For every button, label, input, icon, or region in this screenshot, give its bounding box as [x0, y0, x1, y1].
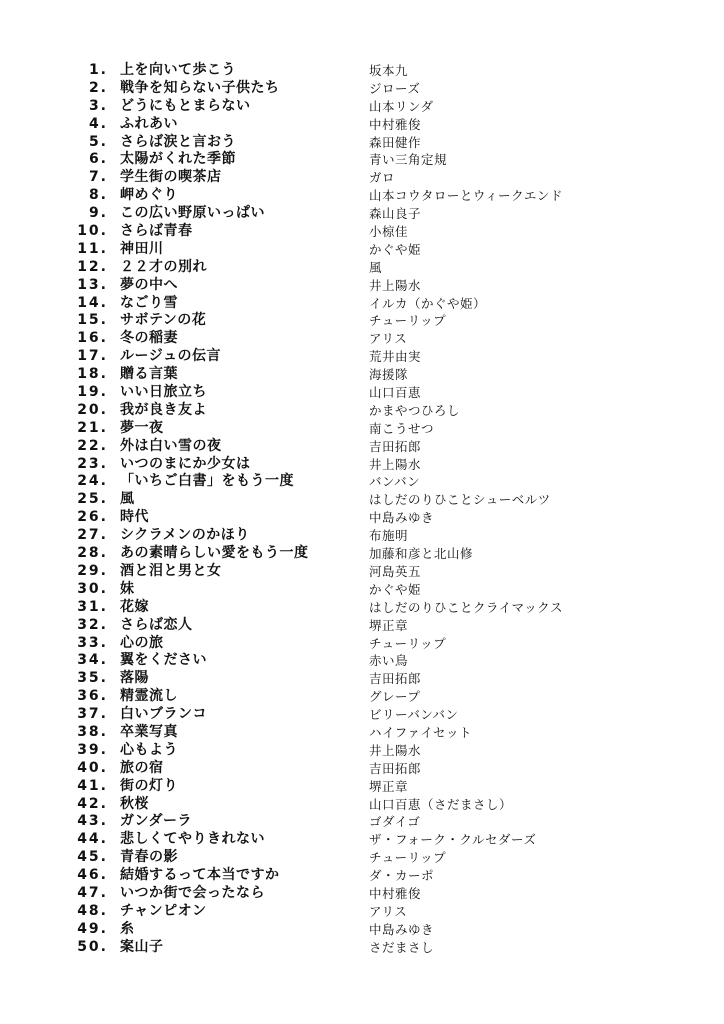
song-artist: ジローズ — [369, 80, 421, 96]
song-number: 10. — [77, 223, 108, 240]
song-number: 37. — [77, 706, 108, 723]
song-artist: ハイファイセット — [369, 724, 473, 740]
song-row — [0, 527, 724, 545]
song-artist: かぐや姫 — [369, 241, 422, 257]
song-artist: ガロ — [369, 170, 396, 186]
song-row — [0, 312, 724, 330]
song-title: さらば涙と言おう — [120, 133, 236, 150]
song-artist: さだまさし — [369, 939, 435, 955]
song-title: 精霊流し — [120, 688, 178, 705]
song-title: 上を向いて歩こう — [120, 62, 236, 78]
song-title: 落陽 — [120, 670, 149, 687]
song-title: 学生街の喫茶店 — [120, 169, 222, 186]
song-number: 26. — [77, 509, 108, 526]
song-title: 時代 — [120, 509, 149, 526]
song-number: 41. — [77, 777, 108, 794]
song-row — [0, 706, 724, 724]
song-title: 糸 — [120, 920, 135, 937]
song-artist: チューリップ — [369, 850, 447, 866]
song-title: いつのまにか少女は — [120, 455, 251, 472]
song-artist: かぐや姫 — [369, 581, 422, 597]
song-number: 21. — [77, 419, 108, 436]
song-title: 秋桜 — [120, 795, 149, 812]
song-row — [0, 348, 724, 366]
song-artist: ダ・カーポ — [369, 868, 435, 884]
song-title: シクラメンのかほり — [120, 527, 250, 544]
song-row — [0, 259, 724, 277]
song-number: 16. — [77, 330, 108, 347]
song-row — [0, 760, 724, 778]
song-artist: 森田健作 — [369, 134, 422, 150]
song-number: 17. — [77, 348, 108, 365]
song-number: 30. — [77, 580, 108, 597]
song-artist: かまやつひろし — [369, 402, 461, 418]
song-artist: 山口百恵（さだまさし） — [369, 796, 513, 812]
song-row — [0, 545, 724, 563]
song-title: いい日旅立ち — [120, 384, 207, 401]
song-number: 23. — [77, 455, 108, 472]
song-artist: 井上陽水 — [369, 742, 422, 758]
song-row — [0, 903, 724, 921]
song-title: 街の灯り — [120, 777, 178, 794]
song-number: 20. — [77, 401, 108, 418]
song-row — [0, 438, 724, 456]
song-artist: 吉田拓郎 — [369, 438, 422, 454]
song-title: 結婚するって本当ですか — [120, 867, 280, 884]
song-number: 18. — [77, 366, 108, 383]
song-title: 戦争を知らない子供たち — [120, 79, 280, 96]
song-artist: 井上陽水 — [369, 456, 422, 472]
song-title: ルージュの伝言 — [120, 348, 221, 365]
song-number: 31. — [77, 598, 108, 615]
song-title: この広い野原いっぱい — [120, 205, 265, 222]
song-artist: はしだのりひことシューベルツ — [369, 492, 551, 508]
song-artist: チューリップ — [369, 635, 447, 651]
song-row — [0, 939, 724, 957]
song-number: 34. — [77, 652, 108, 669]
song-artist: 河島英五 — [369, 563, 422, 579]
song-number: 45. — [77, 849, 108, 866]
song-number: 5. — [88, 133, 108, 150]
song-number: 43. — [77, 813, 108, 830]
song-artist: 坂本九 — [369, 63, 409, 78]
song-number: 32. — [77, 616, 108, 633]
song-artist: 中村雅俊 — [369, 885, 422, 901]
song-title: ２２才の別れ — [120, 258, 207, 275]
song-artist: 青い三角定規 — [369, 152, 448, 168]
song-title: どうにもとまらない — [120, 97, 251, 114]
song-number: 6. — [88, 151, 108, 168]
song-row — [0, 635, 724, 653]
song-artist: 風 — [369, 259, 383, 275]
song-row — [0, 599, 724, 617]
song-title: 心もよう — [120, 741, 178, 758]
song-artist: 中島みゆき — [369, 510, 435, 526]
song-row — [0, 456, 724, 474]
song-number: 15. — [77, 312, 108, 329]
song-list — [0, 62, 724, 957]
song-number: 22. — [77, 437, 108, 454]
song-row — [0, 295, 724, 313]
song-number: 42. — [77, 795, 108, 812]
song-number: 46. — [77, 867, 108, 884]
song-artist: 山本コウタローとウィークエンド — [369, 188, 563, 204]
song-number: 36. — [77, 688, 108, 705]
song-number: 13. — [77, 276, 108, 293]
song-row — [0, 617, 724, 635]
song-number: 8. — [88, 187, 108, 204]
song-artist: 堺正章 — [369, 617, 409, 633]
song-title: 悲しくてやりきれない — [120, 831, 265, 848]
song-row — [0, 831, 724, 849]
song-row — [0, 116, 724, 134]
song-title: 夢一夜 — [120, 419, 164, 436]
song-row — [0, 885, 724, 903]
song-title: 心の旅 — [120, 634, 164, 651]
song-row — [0, 277, 724, 295]
song-artist: イルカ（かぐや姫） — [369, 295, 487, 311]
song-title: 酒と泪と男と女 — [120, 562, 222, 579]
song-number: 50. — [77, 938, 108, 955]
song-artist: 南こうせつ — [369, 420, 435, 436]
song-artist: 布施明 — [369, 528, 409, 544]
song-title: 旅の宿 — [120, 759, 164, 776]
song-number: 33. — [77, 634, 108, 651]
song-number: 27. — [77, 527, 108, 544]
song-artist: 海援隊 — [369, 367, 409, 383]
song-artist: 井上陽水 — [369, 277, 422, 293]
song-artist: 荒井由実 — [369, 349, 422, 365]
song-title: 卒業写真 — [120, 723, 178, 740]
song-number: 19. — [77, 384, 108, 401]
song-title: 冬の稲妻 — [120, 330, 178, 347]
song-artist: アリス — [369, 903, 408, 919]
song-number: 2. — [88, 79, 108, 96]
song-row — [0, 491, 724, 509]
song-row — [0, 134, 724, 152]
song-title: 白いブランコ — [120, 706, 207, 723]
song-row — [0, 921, 724, 939]
song-artist: グレープ — [369, 689, 421, 705]
song-row — [0, 187, 724, 205]
song-number: 25. — [77, 491, 108, 508]
song-title: 外は白い雪の夜 — [120, 437, 222, 454]
song-row — [0, 867, 724, 885]
song-row — [0, 652, 724, 670]
song-row — [0, 742, 724, 760]
song-artist: ビリーバンバン — [369, 707, 459, 723]
song-number: 39. — [77, 741, 108, 758]
song-title: サボテンの花 — [120, 312, 207, 329]
song-title: あの素晴らしい愛をもう一度 — [120, 545, 309, 562]
song-title: 風 — [120, 491, 135, 508]
song-number: 48. — [77, 902, 108, 919]
song-number: 40. — [77, 759, 108, 776]
song-row — [0, 384, 724, 402]
song-title: なごり雪 — [120, 294, 178, 311]
song-artist: ゴダイゴ — [369, 814, 421, 830]
song-artist: バンバン — [369, 474, 421, 490]
song-title: 我が良き友よ — [120, 401, 207, 418]
song-artist: 森山良子 — [369, 206, 422, 222]
song-number: 12. — [77, 258, 108, 275]
song-number: 47. — [77, 884, 108, 901]
song-title: 翼をください — [120, 652, 207, 669]
song-title: 太陽がくれた季節 — [120, 151, 236, 168]
song-row — [0, 420, 724, 438]
song-row — [0, 813, 724, 831]
song-row — [0, 151, 724, 169]
song-title: さらば青春 — [120, 223, 193, 240]
song-number: 4. — [88, 115, 108, 132]
song-row — [0, 241, 724, 259]
song-number: 9. — [88, 205, 108, 222]
song-number: 35. — [77, 670, 108, 687]
song-row — [0, 205, 724, 223]
song-title: さらば恋人 — [120, 616, 193, 633]
song-row — [0, 330, 724, 348]
song-title: 贈る言葉 — [120, 366, 178, 383]
song-artist: 加藤和彦と北山修 — [369, 546, 474, 562]
song-number: 7. — [88, 169, 108, 186]
song-number: 11. — [77, 240, 108, 257]
song-artist: 堺正章 — [369, 778, 409, 794]
song-row — [0, 223, 724, 241]
song-title: チャンピオン — [120, 902, 207, 919]
song-artist: はしだのりひことクライマックス — [369, 599, 564, 615]
song-title: 青春の影 — [120, 849, 178, 866]
song-artist: 中島みゆき — [369, 921, 435, 937]
song-row — [0, 796, 724, 814]
song-artist: 赤い鳥 — [369, 653, 409, 669]
song-artist: 山口百恵 — [369, 385, 422, 401]
song-number: 38. — [77, 723, 108, 740]
song-row — [0, 366, 724, 384]
song-number: 49. — [77, 920, 108, 937]
song-row — [0, 473, 724, 491]
song-number: 44. — [77, 831, 108, 848]
song-row — [0, 849, 724, 867]
song-row — [0, 62, 724, 80]
song-title: 岬めぐり — [120, 187, 178, 204]
song-row — [0, 688, 724, 706]
song-row — [0, 509, 724, 527]
song-artist: ザ・フォーク・クルセダーズ — [369, 832, 537, 848]
song-number: 29. — [77, 562, 108, 579]
song-artist: 山本リンダ — [369, 98, 434, 114]
song-title: 「いちご白書」をもう一度 — [120, 473, 294, 490]
song-row — [0, 778, 724, 796]
song-title: ガンダーラ — [120, 813, 192, 830]
song-artist: 小椋佳 — [369, 224, 409, 240]
song-artist: チューリップ — [369, 313, 447, 329]
song-title: 妹 — [120, 580, 135, 597]
song-number: 28. — [77, 545, 108, 562]
song-number: 3. — [88, 97, 108, 114]
song-row — [0, 169, 724, 187]
song-title: 神田川 — [120, 240, 164, 257]
song-row — [0, 80, 724, 98]
song-row — [0, 724, 724, 742]
song-title: いつか街で会ったなら — [120, 884, 265, 901]
song-row — [0, 670, 724, 688]
song-artist: 中村雅俊 — [369, 116, 422, 132]
song-row — [0, 98, 724, 116]
song-title: 花嫁 — [120, 598, 149, 615]
song-artist: 吉田拓郎 — [369, 671, 422, 687]
song-title: 夢の中へ — [120, 276, 178, 293]
song-number: 1. — [88, 62, 108, 78]
song-row — [0, 563, 724, 581]
song-artist: アリス — [369, 331, 408, 347]
song-row — [0, 581, 724, 599]
song-artist: 吉田拓郎 — [369, 760, 422, 776]
song-title: ふれあい — [120, 115, 178, 132]
song-title: 案山子 — [120, 938, 164, 955]
song-row — [0, 402, 724, 420]
song-number: 24. — [77, 473, 108, 490]
song-number: 14. — [77, 294, 108, 311]
